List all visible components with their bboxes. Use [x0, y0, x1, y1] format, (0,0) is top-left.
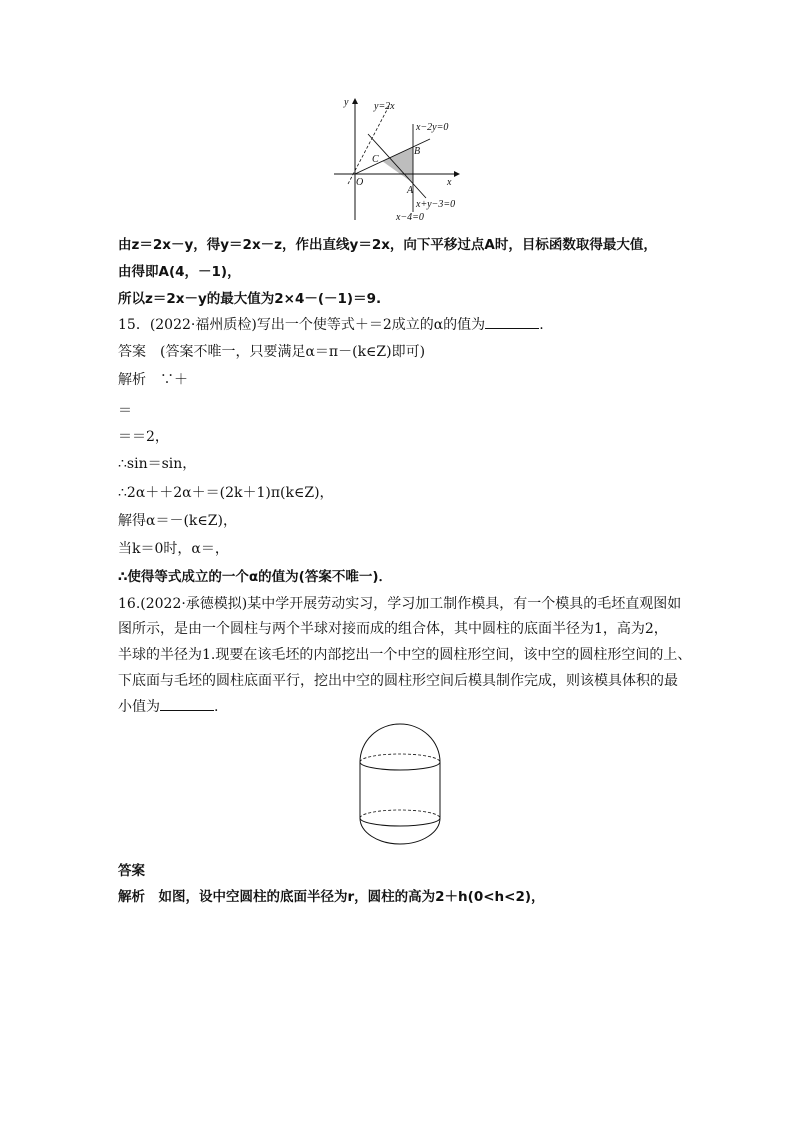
point-b-label: B	[414, 146, 421, 157]
answer-16: 答案	[118, 863, 145, 879]
label-x-4: x−4=0	[396, 212, 424, 223]
question-16-text: 小值为	[118, 699, 160, 715]
bottom-hemisphere	[360, 818, 440, 844]
top-ellipse-front	[360, 762, 440, 770]
x-axis-label: x	[447, 177, 452, 188]
question-16-line-1: 16.(2022·承德模拟)某中学开展劳动实习，学习加工制作模具，有一个模具的毛坯直观图如	[118, 596, 682, 612]
capsule-figure	[340, 722, 460, 852]
analysis-line-3: ＝＝2，	[118, 429, 169, 445]
point-c-label: C	[372, 154, 379, 165]
y-axis-label: y	[344, 97, 349, 108]
line-2: 由得即A(4，－1)，	[118, 264, 241, 280]
question-15-text: 15．(2022·福州质检)写出一个使等式＋＝2成立的α的值为	[118, 317, 486, 333]
bottom-ellipse-front	[360, 818, 440, 826]
line-3: 所以z＝2x－y的最大值为2×4－(－1)＝9.	[118, 291, 382, 307]
feasible-region	[382, 147, 413, 183]
label-x-y-3: x+y−3=0	[416, 199, 456, 210]
answer-15: 答案 (答案不唯一，只要满足α＝π－(k∈Z)即可)	[118, 344, 426, 360]
question-15-period: .	[539, 317, 544, 333]
analysis-line-5: ∴2α＋＋2α＋＝(2k＋1)π(k∈Z)，	[118, 485, 334, 501]
analysis-line-7: 当k＝0时，α＝，	[118, 541, 229, 557]
question-16-line-4: 下底面与毛坯的圆柱底面平行，挖出中空的圆柱形空间后模具制作完成，则该模具体积的最	[118, 673, 678, 689]
line-y-2x	[348, 104, 390, 184]
bottom-ellipse-back	[360, 810, 440, 818]
question-16-period: .	[214, 699, 219, 715]
analysis-16: 解析 如图，设中空圆柱的底面半径为r，圆柱的高为2＋h(0<h<2)，	[118, 889, 545, 905]
question-15	[118, 316, 544, 334]
origin-label: O	[356, 177, 364, 188]
label-y-2x: y=2x	[374, 101, 395, 112]
x-axis-arrow	[454, 171, 460, 177]
y-axis-arrow	[352, 98, 358, 104]
analysis-line-2: ＝	[118, 403, 132, 419]
answer-blank-15	[485, 316, 539, 329]
point-a-label: A	[407, 185, 414, 196]
line-1: 由z＝2x－y，得y＝2x－z，作出直线y＝2x，向下平移过点A时，目标函数取得最大值，	[118, 237, 657, 253]
question-16-line-3: 半球的半径为1.现要在该毛坯的内部挖出一个中空的圆柱形空间，该中空的圆柱形空间的上、	[118, 647, 692, 663]
coordinate-graph	[330, 94, 480, 224]
analysis-line-4: ∴sin＝sin，	[118, 456, 197, 472]
analysis-line-1: 解析 ∵＋	[118, 372, 188, 388]
top-ellipse-back	[360, 754, 440, 762]
analysis-line-8: ∴使得等式成立的一个α的值为(答案不唯一)．	[118, 569, 393, 585]
label-x-2y: x−2y=0	[416, 122, 449, 133]
line-x-y-3	[368, 134, 426, 198]
analysis-line-6: 解得α＝－(k∈Z)，	[118, 513, 237, 529]
question-16-line-2: 图所示，是由一个圆柱与两个半球对接而成的组合体，其中圆柱的底面半径为1，高为2，	[118, 621, 668, 637]
question-16-line-5	[118, 698, 218, 716]
answer-blank-16	[160, 698, 214, 711]
